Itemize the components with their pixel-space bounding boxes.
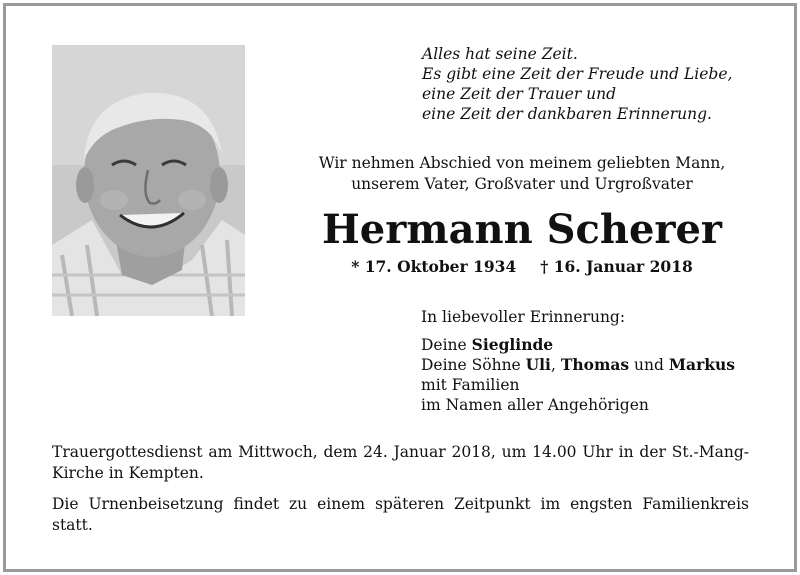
son-name: Uli [525, 355, 551, 374]
relatives-line: im Namen aller Angehörigen [421, 396, 649, 414]
families-line: mit Familien [421, 376, 520, 394]
poem-line: eine Zeit der Trauer und [422, 85, 617, 103]
service-info: Trauergottesdienst am Mittwoch, dem 24. Januar 2018, um 14.00 Uhr in der St.-Mang-Kirche in Kempten. [52, 443, 749, 482]
poem-line: Es gibt eine Zeit der Freude und Liebe, [422, 65, 733, 83]
birth-date: * 17. Oktober 1934 [351, 257, 517, 276]
urn-burial-info: Die Urnenbeisetzung findet zu einem späteren Zeitpunkt im engsten Familienkreis statt. [52, 495, 749, 534]
poem-line: Alles hat seine Zeit. [422, 45, 578, 63]
intro-line-2: unserem Vater, Großvater und Urgroßvater [351, 175, 693, 193]
poem-line: eine Zeit der dankbaren Erinnerung. [422, 105, 712, 123]
poem [422, 44, 782, 124]
son-name: Markus [668, 355, 735, 374]
life-dates [250, 257, 794, 277]
wife-line: Deine Sieglinde [421, 335, 554, 354]
farewell-intro [250, 153, 794, 195]
intro-line-1: Wir nehmen Abschied von meinem geliebten Mann, [318, 154, 726, 172]
son-name: Thomas [560, 355, 630, 374]
wife-name: Sieglinde [471, 335, 554, 354]
sons-line: Deine Söhne Uli, Thomas und Markus [421, 355, 735, 374]
death-date: † 16. Januar 2018 [540, 257, 693, 276]
deceased-name: Hermann Scherer [321, 206, 723, 253]
mourners-heading: In liebevoller Erinnerung: [421, 308, 626, 326]
portrait-illustration [52, 45, 245, 316]
funeral-notice [52, 442, 749, 546]
mourners-block [421, 307, 781, 415]
portrait-photo [52, 45, 245, 316]
